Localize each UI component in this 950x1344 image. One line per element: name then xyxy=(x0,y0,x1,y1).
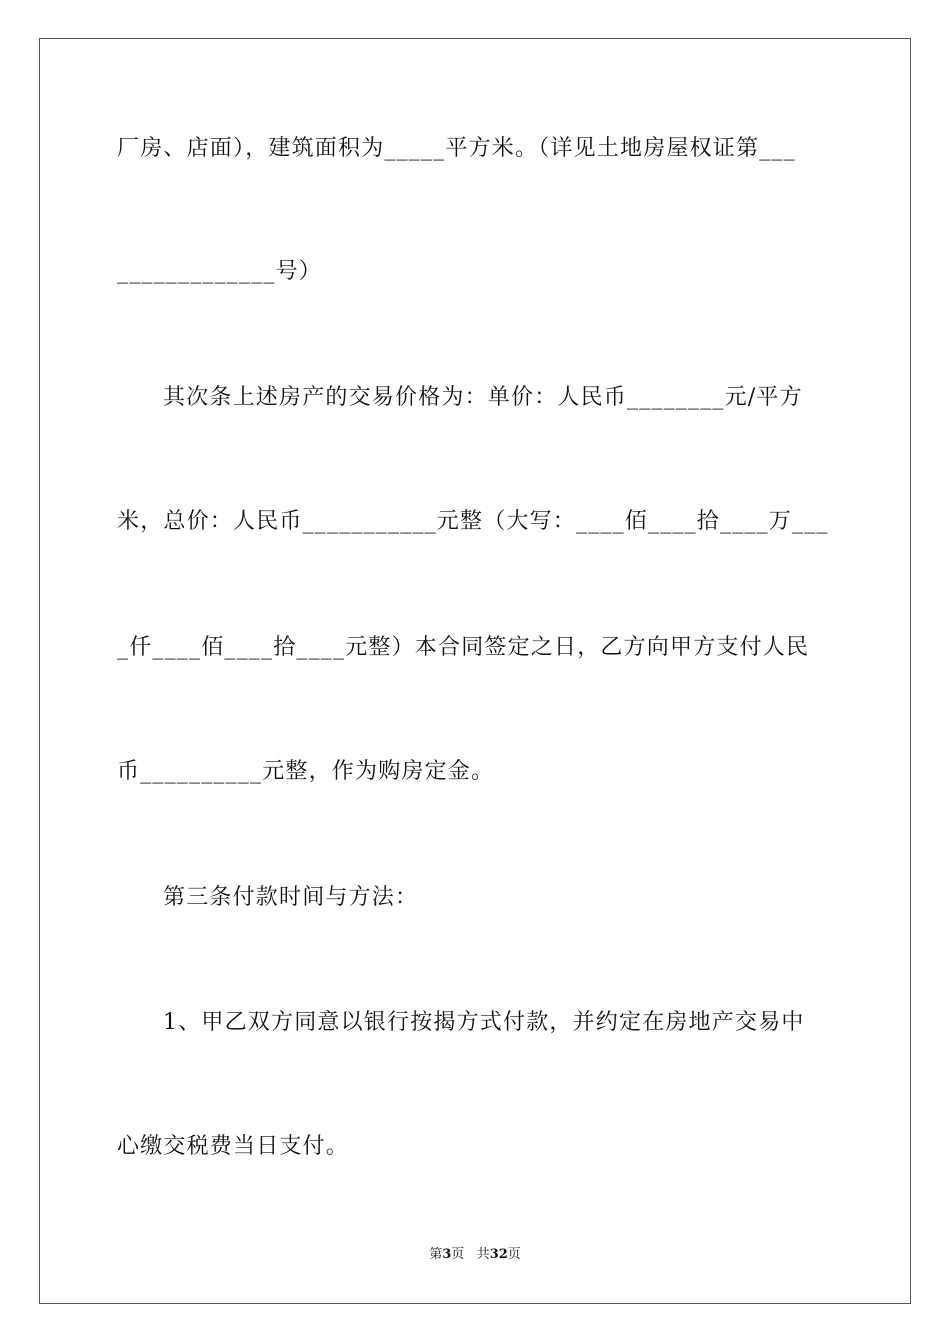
body-line-9: 心缴交税费当日支付。 xyxy=(117,1134,350,1159)
body-line-2: _____________号） xyxy=(117,259,323,284)
page-frame xyxy=(39,38,911,1304)
body-line-6: 币__________元整，作为购房定金。 xyxy=(117,759,495,784)
body-line-3: 其次条上述房产的交易价格为：单价：人民币________元/平方 xyxy=(163,385,803,410)
section-heading-payment: 第三条付款时间与方法： xyxy=(163,885,419,910)
footer-prefix: 第 xyxy=(429,1247,443,1262)
body-line-1: 厂房、店面），建筑面积为_____平方米。（详见土地房屋权证第___ xyxy=(117,136,796,161)
footer-total-pages: 32 xyxy=(489,1247,508,1262)
body-line-5: _仟____佰____拾____元整）本合同签定之日，乙方向甲方支付人民 xyxy=(117,635,810,660)
body-line-8: 1、甲乙双方同意以银行按揭方式付款，并约定在房地产交易中 xyxy=(163,1010,805,1035)
body-line-4: 米，总价：人民币___________元整（大写：____佰____拾____万___ xyxy=(117,509,829,534)
footer-page-unit: 页 xyxy=(451,1247,465,1262)
footer-total-unit: 页 xyxy=(507,1247,521,1262)
page-footer xyxy=(0,1246,950,1264)
footer-total-prefix: 共 xyxy=(476,1247,490,1262)
footer-current-page: 3 xyxy=(442,1247,452,1262)
